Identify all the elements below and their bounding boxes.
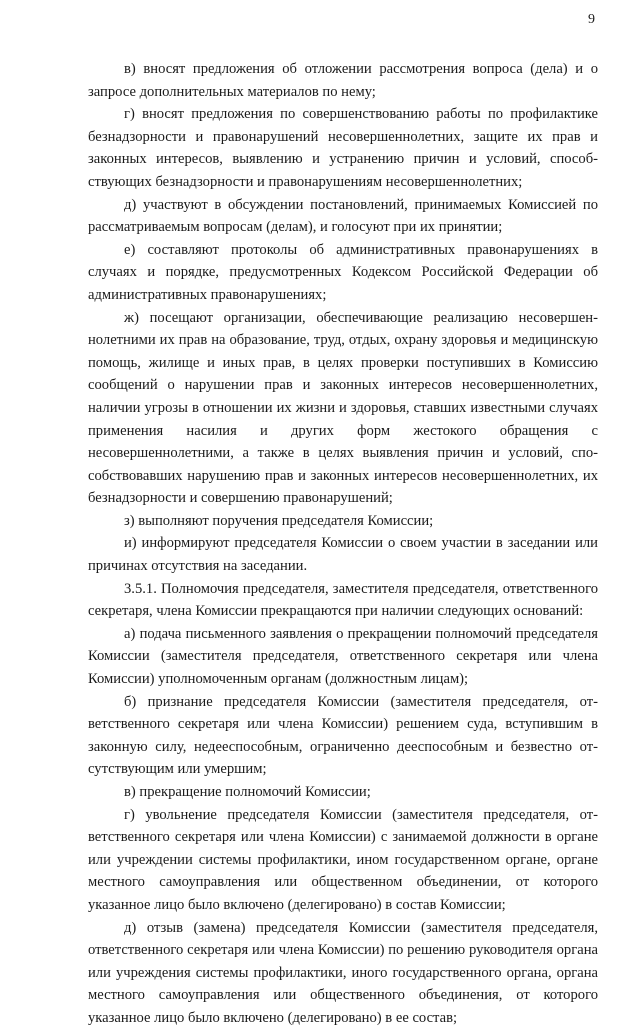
document-body: [88, 58, 598, 1030]
paragraph-e-protocols: е) составляют протоколы об административных правонарушениях в случаях и порядке, предусмотренных Кодексом Российской Федерации об административных правонарушениях;: [88, 241, 598, 303]
paragraph-d-discussion: д) участвуют в обсуждении постановлений, принимаемых Комиссией по рассматриваемым вопросам (делам), и голосуют при их принятии;: [88, 196, 598, 236]
page-number: 9: [588, 12, 595, 27]
paragraph-v-postpone: в) вносят предложения об отложении рассмотрения вопроса (дела) и о запросе дополнительных материалов по нему;: [88, 61, 598, 100]
paragraph-a-written-statement: а) подача письменного заявления о прекращении полномочий председателя Комиссии (заместителя председателя, ответственного секретаря или члена Комиссии) уполномоченным органам (должностным лицам);: [88, 625, 598, 688]
paragraph-d-recall: д) отзыв (замена) председателя Комиссии (заместителя председателя, ответственного секретаря или члена Комиссии) по решению руководителя органа или учреждения системы профилактики, иного государственного органа, органа местного самоуправления или общественного объединения, от которого указанное лицо было включено (делегировано) в ее состав;: [88, 919, 598, 1026]
paragraph-g-proposals: г) вносят предложения по совершенствованию работы по профилактике безнадзорности и правонарушений несовершеннолетних, защите их прав и законных интересов, выявлению и устранению причин и условий, способствующих безнадзорности и правонарушениям несовершеннолетних;: [88, 106, 598, 190]
paragraph-v-termination-commission: в) прекращение полномочий Комиссии;: [124, 784, 371, 800]
paragraph-b-court-decision: б) признание председателя Комиссии (заместителя председателя, ответственного секретаря или члена Комиссии) решением суда, вступившим в законную силу, недееспособным, ограниченно дееспособным и безвестно отсутствующим или умершим;: [88, 693, 598, 778]
paragraph-z-orders: з) выполняют поручения председателя Комиссии;: [124, 512, 434, 529]
paragraph-g-dismissal: г) увольнение председателя Комиссии (заместителя председателя, ответственного секретаря или члена Комиссии) с занимаемой должности в органе или учреждении системы профилактики, ином государственном органе, органе местного самоуправления или общественном объединении, от которого указанное лицо было включено (делегировано) в состав Комиссии;: [88, 806, 598, 913]
paragraph-zh-visits: ж) посещают организации, обеспечивающие реализацию несовершеннолетними их прав на образование, труд, отдых, охрану здоровья и медицинскую помощь, жилище и иных прав, в целях проверки поступивших в Комиссию сообщений о нарушении прав и законных интересов несовершеннолетних, наличии угрозы в отношении их жизни и здоровья, ставших известными случаях применения насилия и других форм жестокого обращения с несовершеннолетними, а также в целях выявления причин и условий, способствовавших нарушению прав и законных интересов несовершеннолетних, их безнадзорности и совершению правонарушений;: [88, 309, 598, 507]
paragraph-i-inform: и) информируют председателя Комиссии о своем участии в заседании или причинах отсутствия на заседании.: [88, 535, 598, 575]
paragraph-3-5-1-termination: 3.5.1. Полномочия председателя, заместителя председателя, ответственного секретаря, члена Комиссии прекращаются при наличии следующих оснований:: [88, 580, 598, 620]
